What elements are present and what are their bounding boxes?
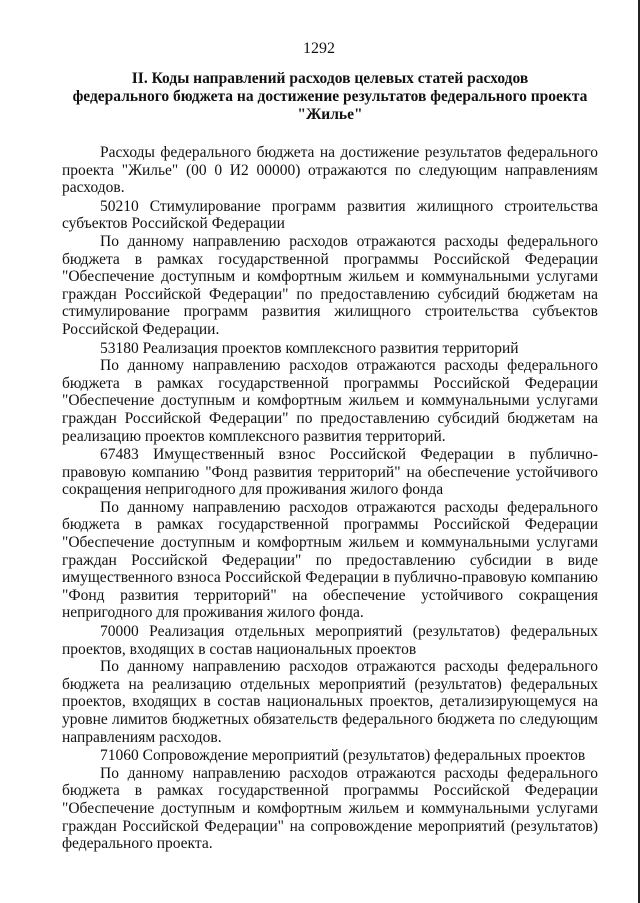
heading-line-1: II. Коды направлений расходов целевых статей расходов xyxy=(131,70,529,87)
document-body xyxy=(62,144,598,853)
section-heading xyxy=(62,70,598,124)
code-70000-description: По данному направлению расходов отражаются расходы федерального бюджета на реализацию отдельных мероприятий (результатов) федеральных проектов, входящих в состав национальных проектов, детализирующемуся на уровне лимитов бюджетных обязательств федерального бюджета по следующим направлениям расходов. xyxy=(62,658,598,746)
code-53180-description: По данному направлению расходов отражаются расходы федерального бюджета в рамках государственной программы Российской Федерации "Обеспечение доступным и комфортным жильем и коммунальными услугами граждан Российской Федерации" по предоставлению субсидий бюджетам на реализацию проектов комплексного развития территорий. xyxy=(62,357,598,445)
code-70000-title: 70000 Реализация отдельных мероприятий (результатов) федеральных проектов, входящих в состав национальных проектов xyxy=(62,623,598,658)
code-53180-title: 53180 Реализация проектов комплексного развития территорий xyxy=(100,339,519,357)
page-number: 1292 xyxy=(303,40,335,57)
code-50210-title: 50210 Стимулирование программ развития жилищного строительства субъектов Российской Федерации xyxy=(62,197,598,233)
heading-line-3: "Жилье" xyxy=(297,106,363,123)
code-50210-description: По данному направлению расходов отражаются расходы федерального бюджета в рамках государственной программы Российской Федерации "Обеспечение доступным и комфортным жильем и коммунальными услугами граждан Российской Федерации" по предоставлению субсидий бюджетам на стимулирование программ развития жилищного строительства субъектов Российской Федерации. xyxy=(62,232,598,338)
code-67483-title: 67483 Имущественный взнос Российской Федерации в публично-правовую компанию "Фонд развития территорий" на обеспечение устойчивого сокращения непригодного для проживания жилого фонда xyxy=(62,446,598,499)
heading-line-2: федерального бюджета на достижение результатов федерального проекта xyxy=(72,88,588,105)
code-67483-description: По данному направлению расходов отражаются расходы федерального бюджета в рамках государственной программы Российской Федерации "Обеспечение доступным и комфортным жильем и коммунальными услугами граждан Российской Федерации" по предоставлению субсидии в виде имущественного взноса Российской Федерации в публично-правовую компанию "Фонд развития территорий" на обеспечение устойчивого сокращения непригодного для проживания жилого фонда. xyxy=(62,498,598,622)
code-71060-description: По данному направлению расходов отражаются расходы федерального бюджета в рамках государственной программы Российской Федерации "Обеспечение доступным и комфортным жильем и коммунальными услугами граждан Российской Федерации" на сопровождение мероприятий (результатов) федерального проекта. xyxy=(62,764,598,853)
intro-paragraph: Расходы федерального бюджета на достижение результатов федерального проекта "Жилье" (00 0 И2 00000) отражаются по следующим направлениям расходов. xyxy=(62,144,598,197)
code-71060-title: 71060 Сопровождение мероприятий (результатов) федеральных проектов xyxy=(100,747,586,765)
